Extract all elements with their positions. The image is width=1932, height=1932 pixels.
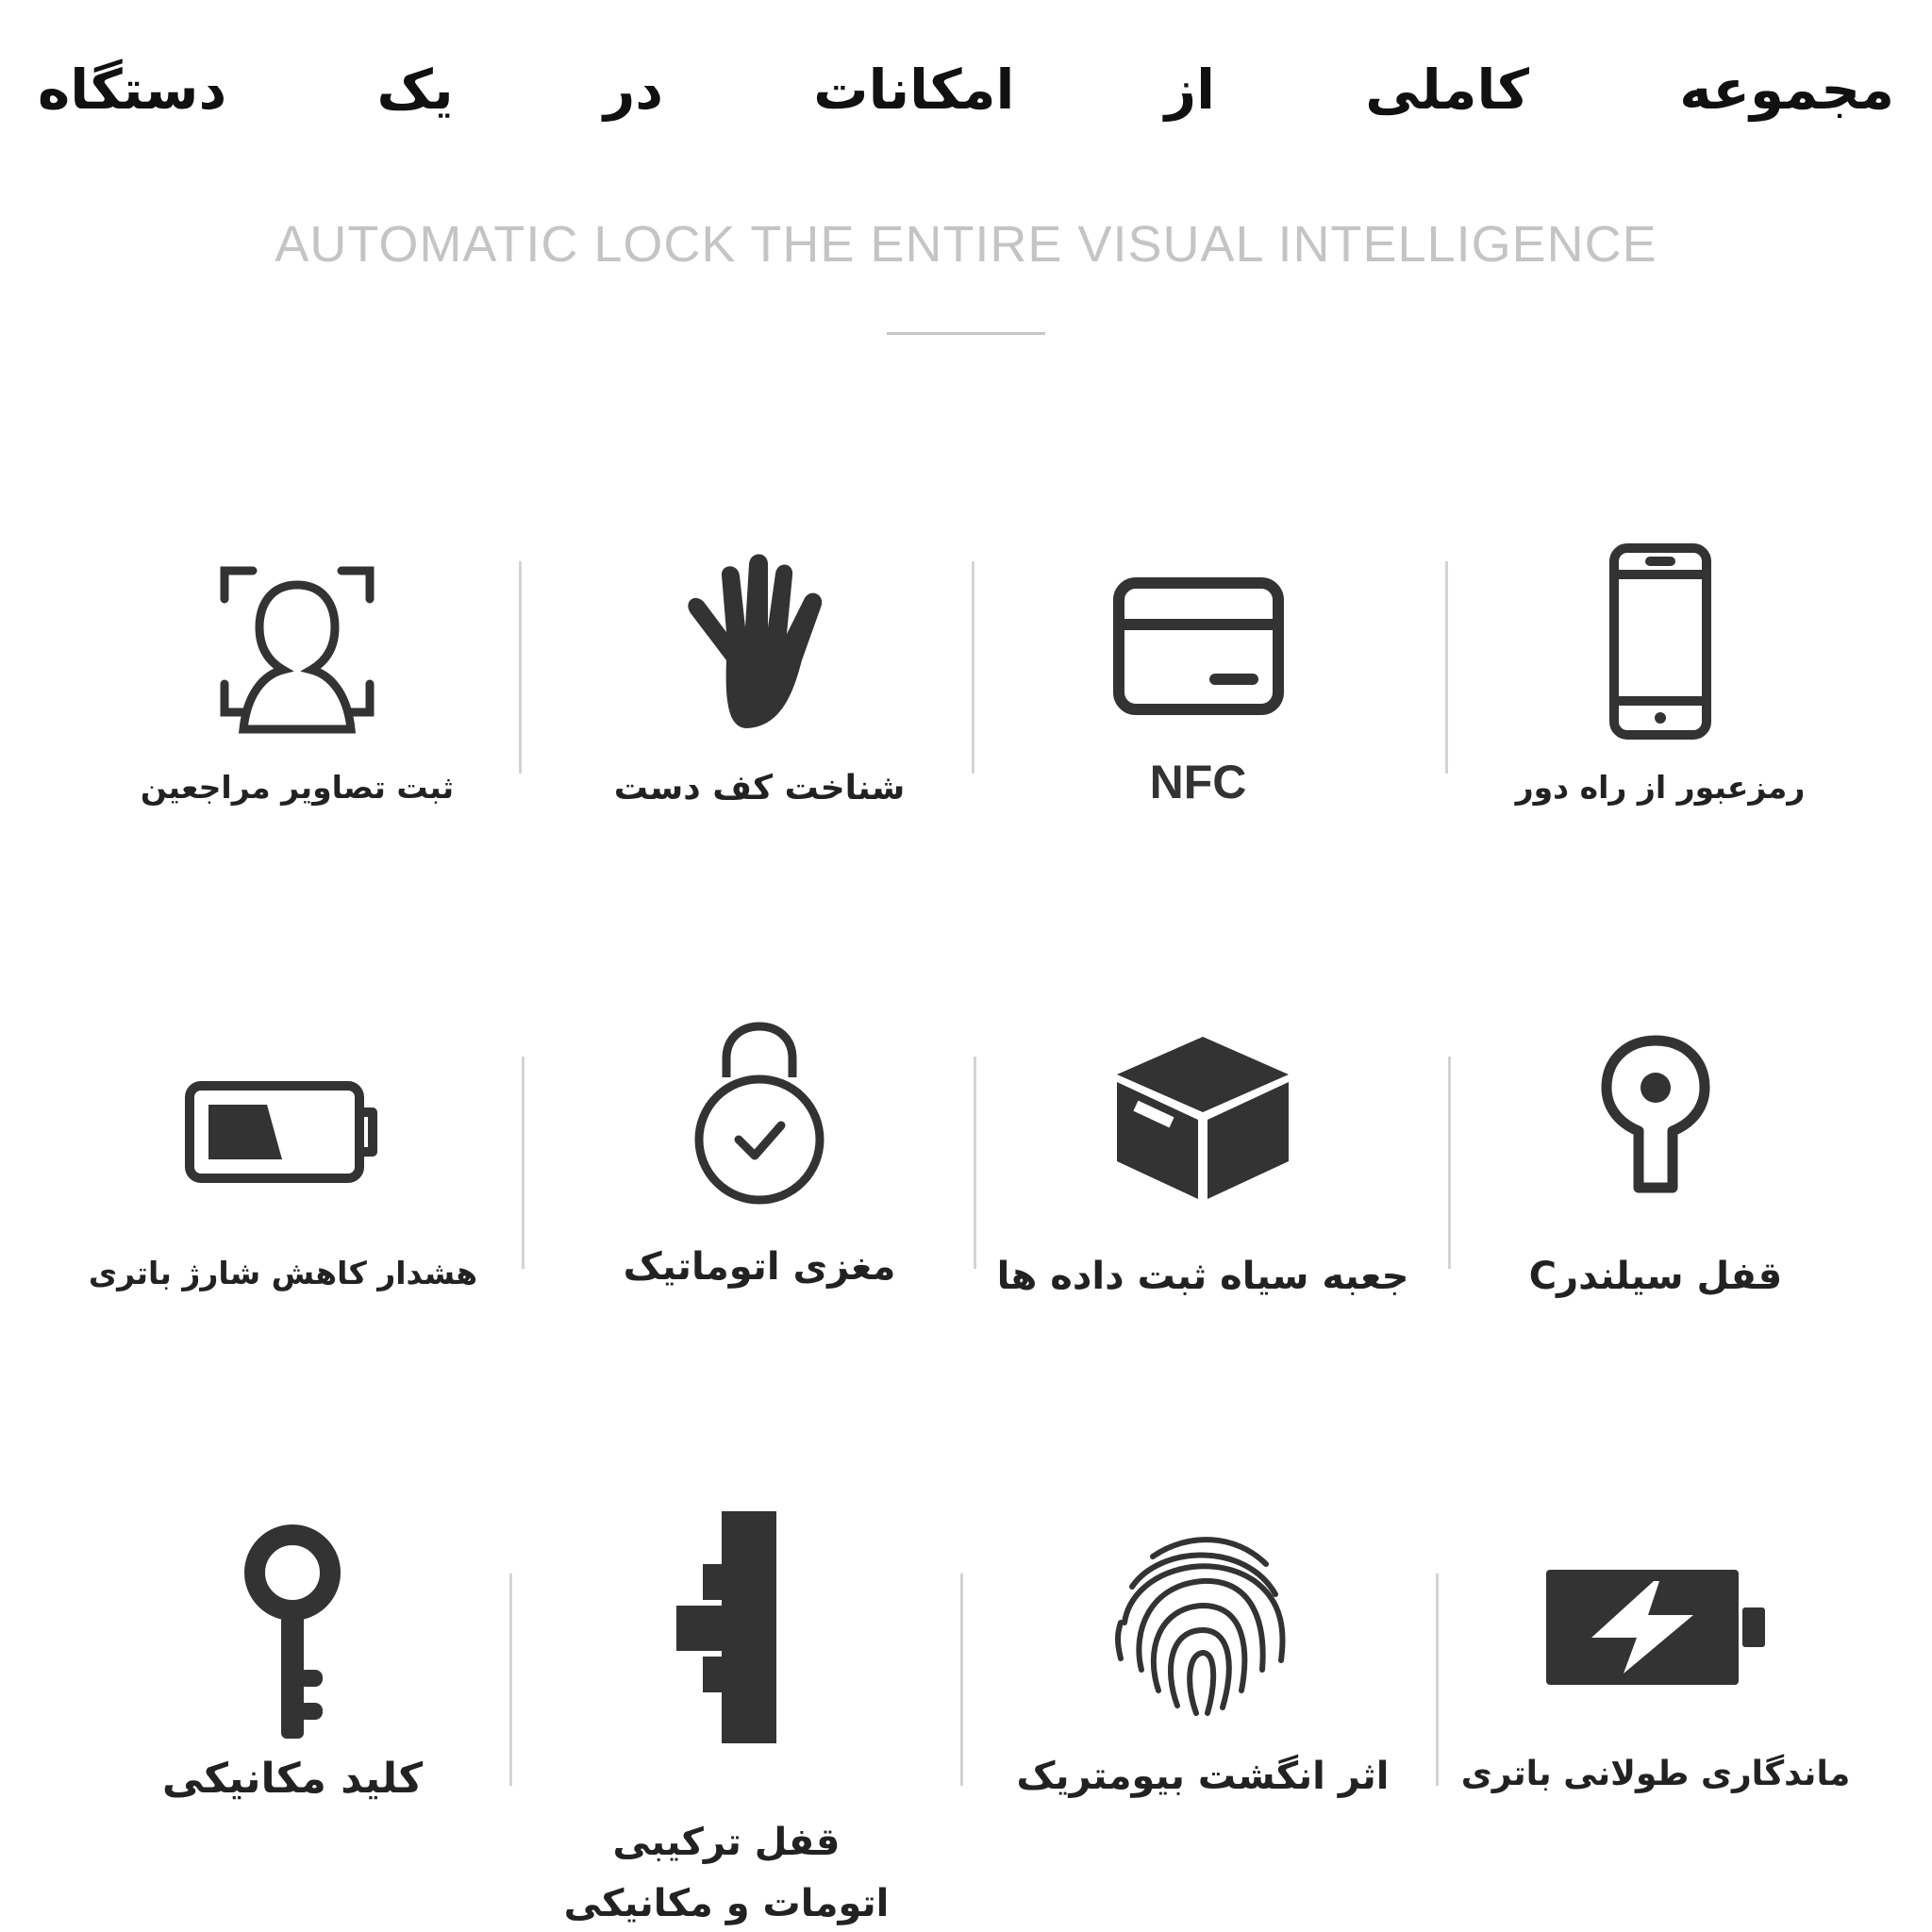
padlock-check-icon xyxy=(533,1019,986,1208)
feature-nfc xyxy=(972,528,1424,840)
face-recognition-icon xyxy=(71,557,524,745)
separator xyxy=(522,1057,525,1269)
feature-biometric-fingerprint xyxy=(976,1509,1429,1868)
charging-battery-icon xyxy=(1429,1547,1882,1707)
divider xyxy=(887,332,1045,335)
feature-label: کلید مکانیکی xyxy=(161,1755,424,1803)
page-title: مجموعه کاملی از امکانات در یک دستگاه xyxy=(38,58,1894,122)
feature-label: رمزعبور از راه دور xyxy=(1515,769,1806,806)
separator xyxy=(960,1574,963,1786)
feature-label-line2: اتومات و مکانیکی xyxy=(563,1882,890,1925)
key-icon xyxy=(66,1519,519,1745)
feature-label: شناخت کف دست xyxy=(613,769,906,808)
feature-label: مغزی اتوماتیک xyxy=(623,1245,896,1289)
page-subtitle: AUTOMATIC LOCK THE ENTIRE VISUAL INTELLIGENCE xyxy=(275,216,1657,273)
feature-remote-password xyxy=(1434,528,1887,840)
feature-cylinder-lock xyxy=(1429,1019,1882,1330)
box-icon xyxy=(976,1028,1429,1208)
feature-face-capture xyxy=(71,528,524,840)
feature-label: هشدار کاهش شارژ باتری xyxy=(88,1255,478,1291)
feature-label: ماندگاری طولانی باتری xyxy=(1460,1755,1851,1793)
card-icon xyxy=(972,566,1424,726)
feature-low-battery-alert xyxy=(57,1019,509,1330)
feature-black-box xyxy=(976,1019,1429,1330)
feature-mechanical-key xyxy=(66,1509,519,1868)
feature-label: NFC xyxy=(1149,756,1247,808)
feature-palm-recognition xyxy=(533,528,986,840)
feature-auto-cylinder xyxy=(533,1019,986,1330)
keyhole-icon xyxy=(1429,1019,1882,1208)
feature-label-line1: قفل ترکیبی xyxy=(612,1821,841,1864)
feature-hybrid-lock xyxy=(500,1509,953,1925)
feature-label: جعبه سیاه ثبت داده ها xyxy=(996,1255,1409,1298)
smartphone-icon xyxy=(1434,538,1887,745)
lock-bolt-icon xyxy=(500,1509,953,1745)
feature-label: قفل سیلندرC xyxy=(1528,1255,1783,1298)
palm-icon xyxy=(533,538,986,745)
low-battery-icon xyxy=(57,1066,509,1198)
fingerprint-icon xyxy=(976,1519,1429,1736)
feature-label: ثبت تصاویر مراجعین xyxy=(140,769,455,806)
feature-label: اثر انگشت بیومتریک xyxy=(1016,1755,1390,1798)
feature-long-battery-life xyxy=(1429,1509,1882,1868)
